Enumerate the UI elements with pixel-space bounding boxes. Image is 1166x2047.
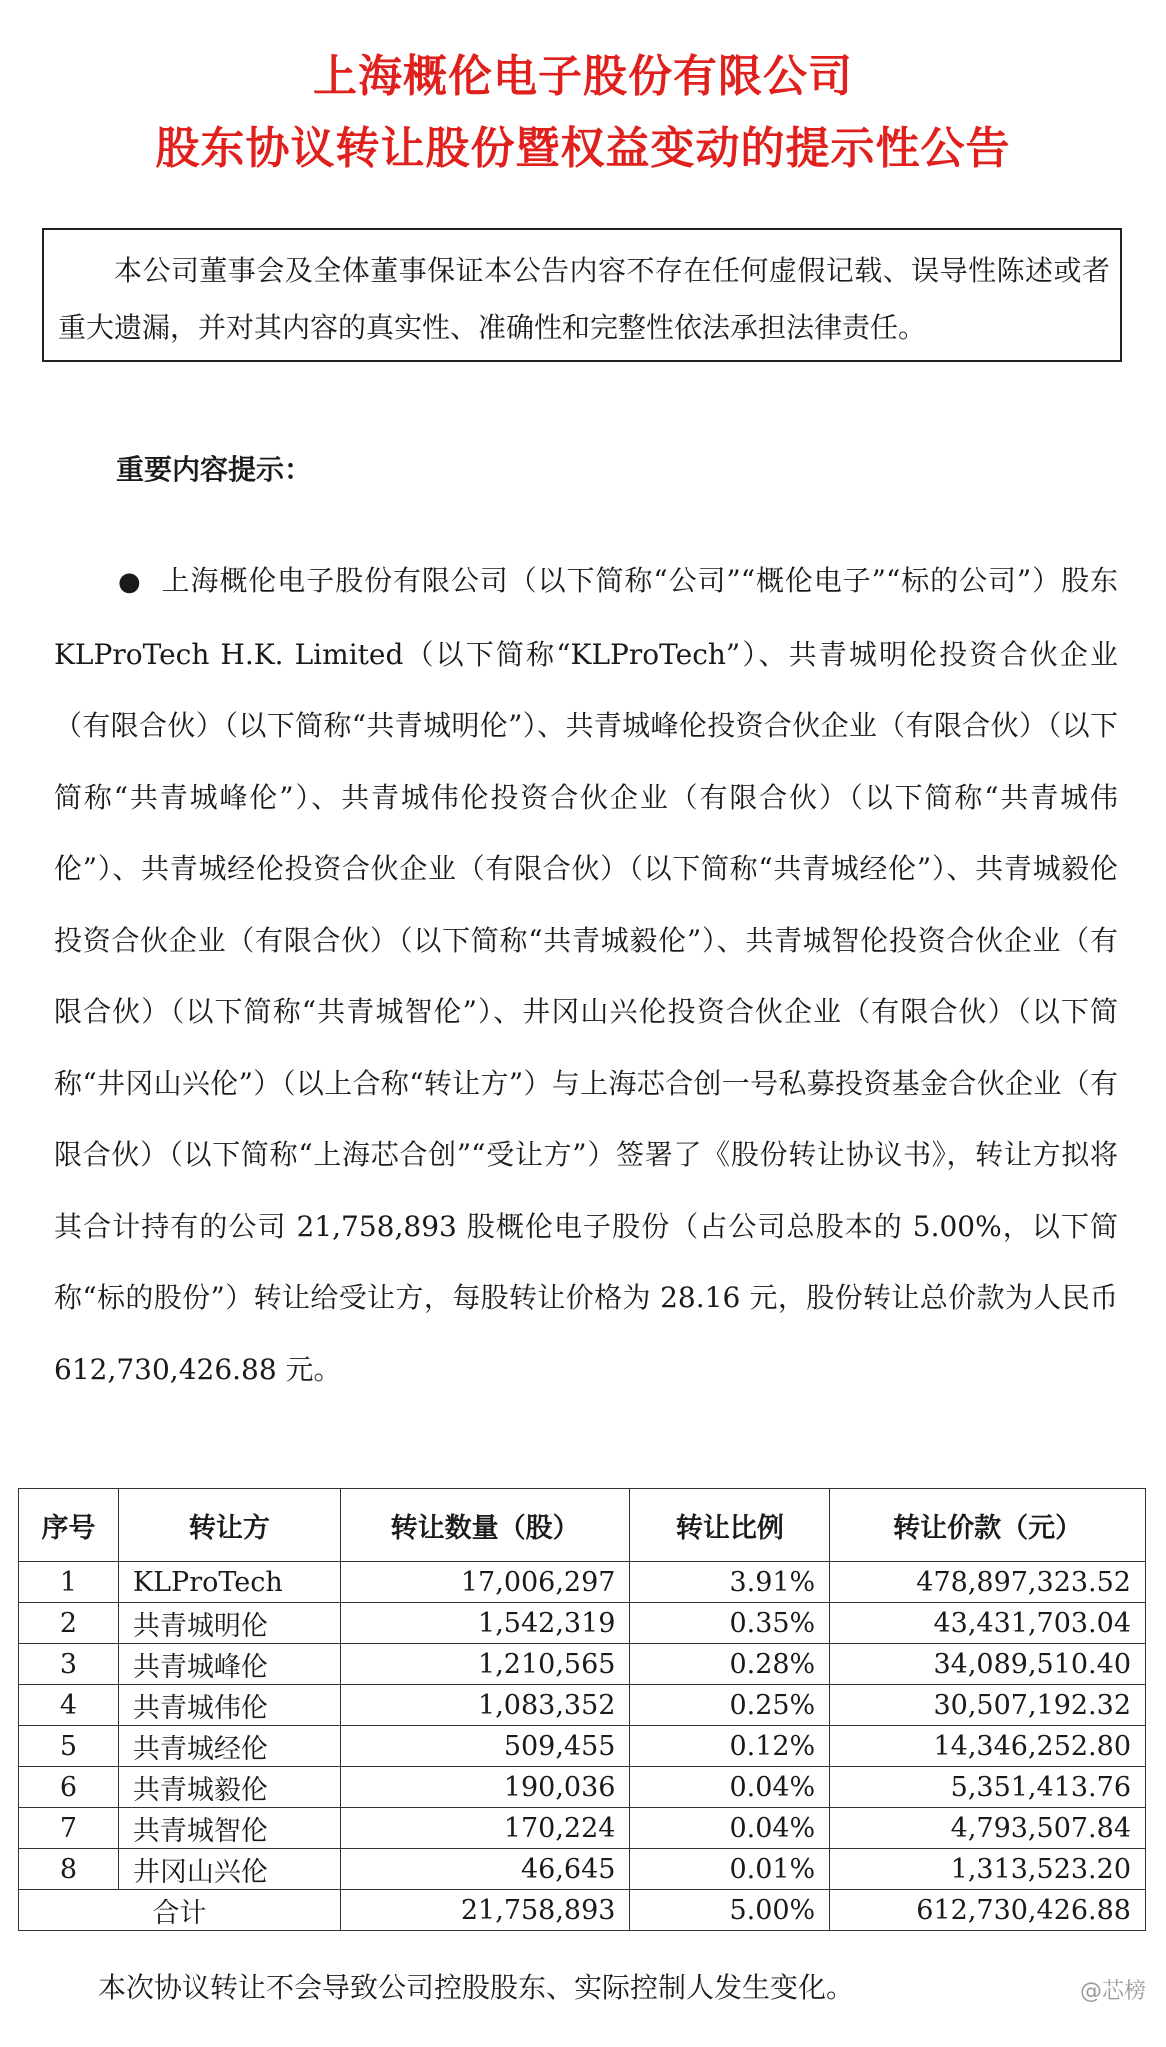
row-price: 34,089,510.40 [830, 1644, 1146, 1685]
row-index: 8 [19, 1849, 119, 1890]
header-index: 序号 [19, 1489, 119, 1562]
row-ratio: 0.35% [630, 1603, 830, 1644]
table-row [19, 1562, 1146, 1603]
row-price: 30,507,192.32 [830, 1685, 1146, 1726]
row-index: 6 [19, 1767, 119, 1808]
table-row [19, 1644, 1146, 1685]
table-header-row [19, 1489, 1146, 1562]
table-row [19, 1603, 1146, 1644]
board-statement-text: 本公司董事会及全体董事保证本公告内容不存在任何虚假记载、误导性陈述或者重大遗漏，并对其内容的真实性、准确性和完整性依法承担法律责任。 [58, 254, 1110, 344]
row-index: 3 [19, 1644, 119, 1685]
row-quantity: 1,210,565 [340, 1644, 630, 1685]
row-price: 43,431,703.04 [830, 1603, 1146, 1644]
total-label: 合计 [19, 1890, 341, 1931]
table-row [19, 1808, 1146, 1849]
header-transferor: 转让方 [118, 1489, 340, 1562]
row-quantity: 1,542,319 [340, 1603, 630, 1644]
footer-note: 本次协议转让不会导致公司控股股东、实际控制人发生变化。 [98, 1971, 855, 2004]
document-title-line1: 上海概伦电子股份有限公司 [313, 51, 853, 102]
row-ratio: 3.91% [630, 1562, 830, 1603]
row-ratio: 0.01% [630, 1849, 830, 1890]
table-total-row [19, 1890, 1146, 1931]
row-price: 5,351,413.76 [830, 1767, 1146, 1808]
row-transferor: 共青城智伦 [118, 1808, 340, 1849]
row-transferor: 井冈山兴伦 [118, 1849, 340, 1890]
main-paragraph-text: 上海概伦电子股份有限公司（以下简称“公司”“概伦电子”“标的公司”）股东 KLProTech H.K. Limited（以下简称“KLProTech”）、共青城明伦投资合伙企业（有限合伙）（以下简称“共青城明伦”）、共青城峰伦投资合伙企业（有限合伙）（以下简称“共青城峰伦”）、共青城伟伦投资合伙企业（有限合伙）（以下简称“共青城伟伦”）、共青城经伦投资合伙企业（有限合伙）（以下简称“共青城经伦”）、共青城毅伦投资合伙企业（有限合伙）（以下简称“共青城毅伦”）、共青城智伦投资合伙企业（有限合伙）（以下简称“共青城智伦”）、井冈山兴伦投资合伙企业（有限合伙）（以下简称“井冈山兴伦”）（以上合称“转让方”）与上海芯合创一号私募投资基金合伙企业（有限合伙）（以下简称“上海芯合创”“受让方”）签署了《股份转让协议书》，转让方拟将其合计持有的公司 21,758,893 股概伦电子股份（占公司总股本的 5.00%，以下简称“标的股份”）转让给受让方，每股转让价格为 28.16 元，股份转让总价款为人民币 612,730,426.88 元。 [54, 564, 1118, 1386]
row-ratio: 0.04% [630, 1767, 830, 1808]
row-price: 14,346,252.80 [830, 1726, 1146, 1767]
section-heading: 重要内容提示： [116, 453, 313, 486]
row-ratio: 0.25% [630, 1685, 830, 1726]
row-quantity: 190,036 [340, 1767, 630, 1808]
header-quantity: 转让数量（股） [340, 1489, 630, 1562]
row-index: 5 [19, 1726, 119, 1767]
row-price: 4,793,507.84 [830, 1808, 1146, 1849]
board-statement-box [42, 228, 1122, 362]
row-quantity: 17,006,297 [340, 1562, 630, 1603]
row-transferor: 共青城明伦 [118, 1603, 340, 1644]
total-quantity: 21,758,893 [340, 1890, 630, 1931]
total-price: 612,730,426.88 [830, 1890, 1146, 1931]
bullet-icon: ● [118, 567, 141, 597]
row-price: 478,897,323.52 [830, 1562, 1146, 1603]
row-transferor: 共青城毅伦 [118, 1767, 340, 1808]
row-index: 7 [19, 1808, 119, 1849]
table-row [19, 1726, 1146, 1767]
row-transferor: KLProTech [118, 1562, 340, 1603]
row-price: 1,313,523.20 [830, 1849, 1146, 1890]
table-row [19, 1767, 1146, 1808]
row-ratio: 0.28% [630, 1644, 830, 1685]
row-ratio: 0.04% [630, 1808, 830, 1849]
row-transferor: 共青城经伦 [118, 1726, 340, 1767]
main-paragraph [54, 545, 1118, 1405]
header-price: 转让价款（元） [830, 1489, 1146, 1562]
table-row [19, 1849, 1146, 1890]
row-quantity: 509,455 [340, 1726, 630, 1767]
row-quantity: 46,645 [340, 1849, 630, 1890]
row-quantity: 1,083,352 [340, 1685, 630, 1726]
row-index: 2 [19, 1603, 119, 1644]
header-ratio: 转让比例 [630, 1489, 830, 1562]
row-transferor: 共青城伟伦 [118, 1685, 340, 1726]
document-title-line2: 股东协议转让股份暨权益变动的提示性公告 [155, 123, 1011, 174]
table-row [19, 1685, 1146, 1726]
row-ratio: 0.12% [630, 1726, 830, 1767]
total-ratio: 5.00% [630, 1890, 830, 1931]
row-index: 1 [19, 1562, 119, 1603]
row-quantity: 170,224 [340, 1808, 630, 1849]
row-index: 4 [19, 1685, 119, 1726]
transfer-table [18, 1488, 1146, 1931]
watermark: @芯榜 [1079, 1979, 1146, 2004]
row-transferor: 共青城峰伦 [118, 1644, 340, 1685]
